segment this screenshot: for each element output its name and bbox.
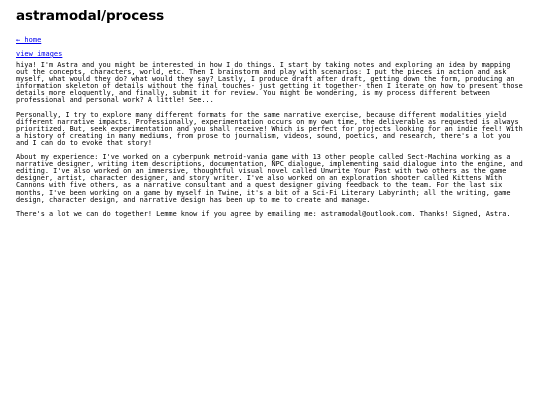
- approach-paragraph: Personally, I try to explore many different formats for the same narrative exercise, because different modalities yield different narrative impacts. Professionally, experimentation occurs on my own time, the deliverable as requested is always prioritized. But, seek experimentation and you shall receive! Which is perfect for projects looking for an indie feel! With a history of creating in many mediums, from prose to journalism, videos, sound, poetics, and research, there's a lot you and I can do to evoke that story!: [16, 110, 523, 147]
- experience-paragraph: About my experience: I've worked on a cyberpunk metroid-vania game with 13 other people called Sect-Machina working as a narrative designer, writing item descriptions, documentation, NPC dialogue, implementing said dialogue into the engine, and editing. I've also worked on an immersive, thoughtful visual novel called Unwrite Your Past with two others as the game designer, artist, character designer, and story writer. I've also worked on an exploration shooter called Kittens With Cannons with five others, as a narrative consultant and a quest designer giving feedback to the team. For the last six months, I've been working on a game by myself in Twine, it's a bit of a Sci-Fi Literary Labyrinth; all the writing, game design, character design, and narrative design has been up to me to create and manage.: [16, 153, 523, 204]
- nav-links: [16, 36, 524, 58]
- contact-paragraph: There's a lot we can do together! Lemme know if you agree by emailing me: astramodal@outlook.com. Thanks! Signed, Astra.: [16, 209, 511, 218]
- view-images-link[interactable]: view images: [16, 50, 63, 58]
- process-text: [16, 62, 524, 218]
- page-title: astramodal/process: [16, 8, 165, 24]
- home-link[interactable]: ← home: [16, 36, 42, 44]
- intro-paragraph: hiya! I'm Astra and you might be interested in how I do things. I start by taking notes and exploring an idea by mapping out the concepts, characters, world, etc. Then I brainstorm and play with scenarios: I put the pieces in action and ask myself, what would they do? what would they say? Lastly, I produce draft after draft, getting down the form, producing an information skeleton of details without the final touches- just getting it together- then I iterate on how to present those details more eloquently, and finally, submit it for review. You might be wondering, is my process different between professional and personal work? A little! See...: [16, 61, 523, 105]
- page-content: [16, 8, 524, 225]
